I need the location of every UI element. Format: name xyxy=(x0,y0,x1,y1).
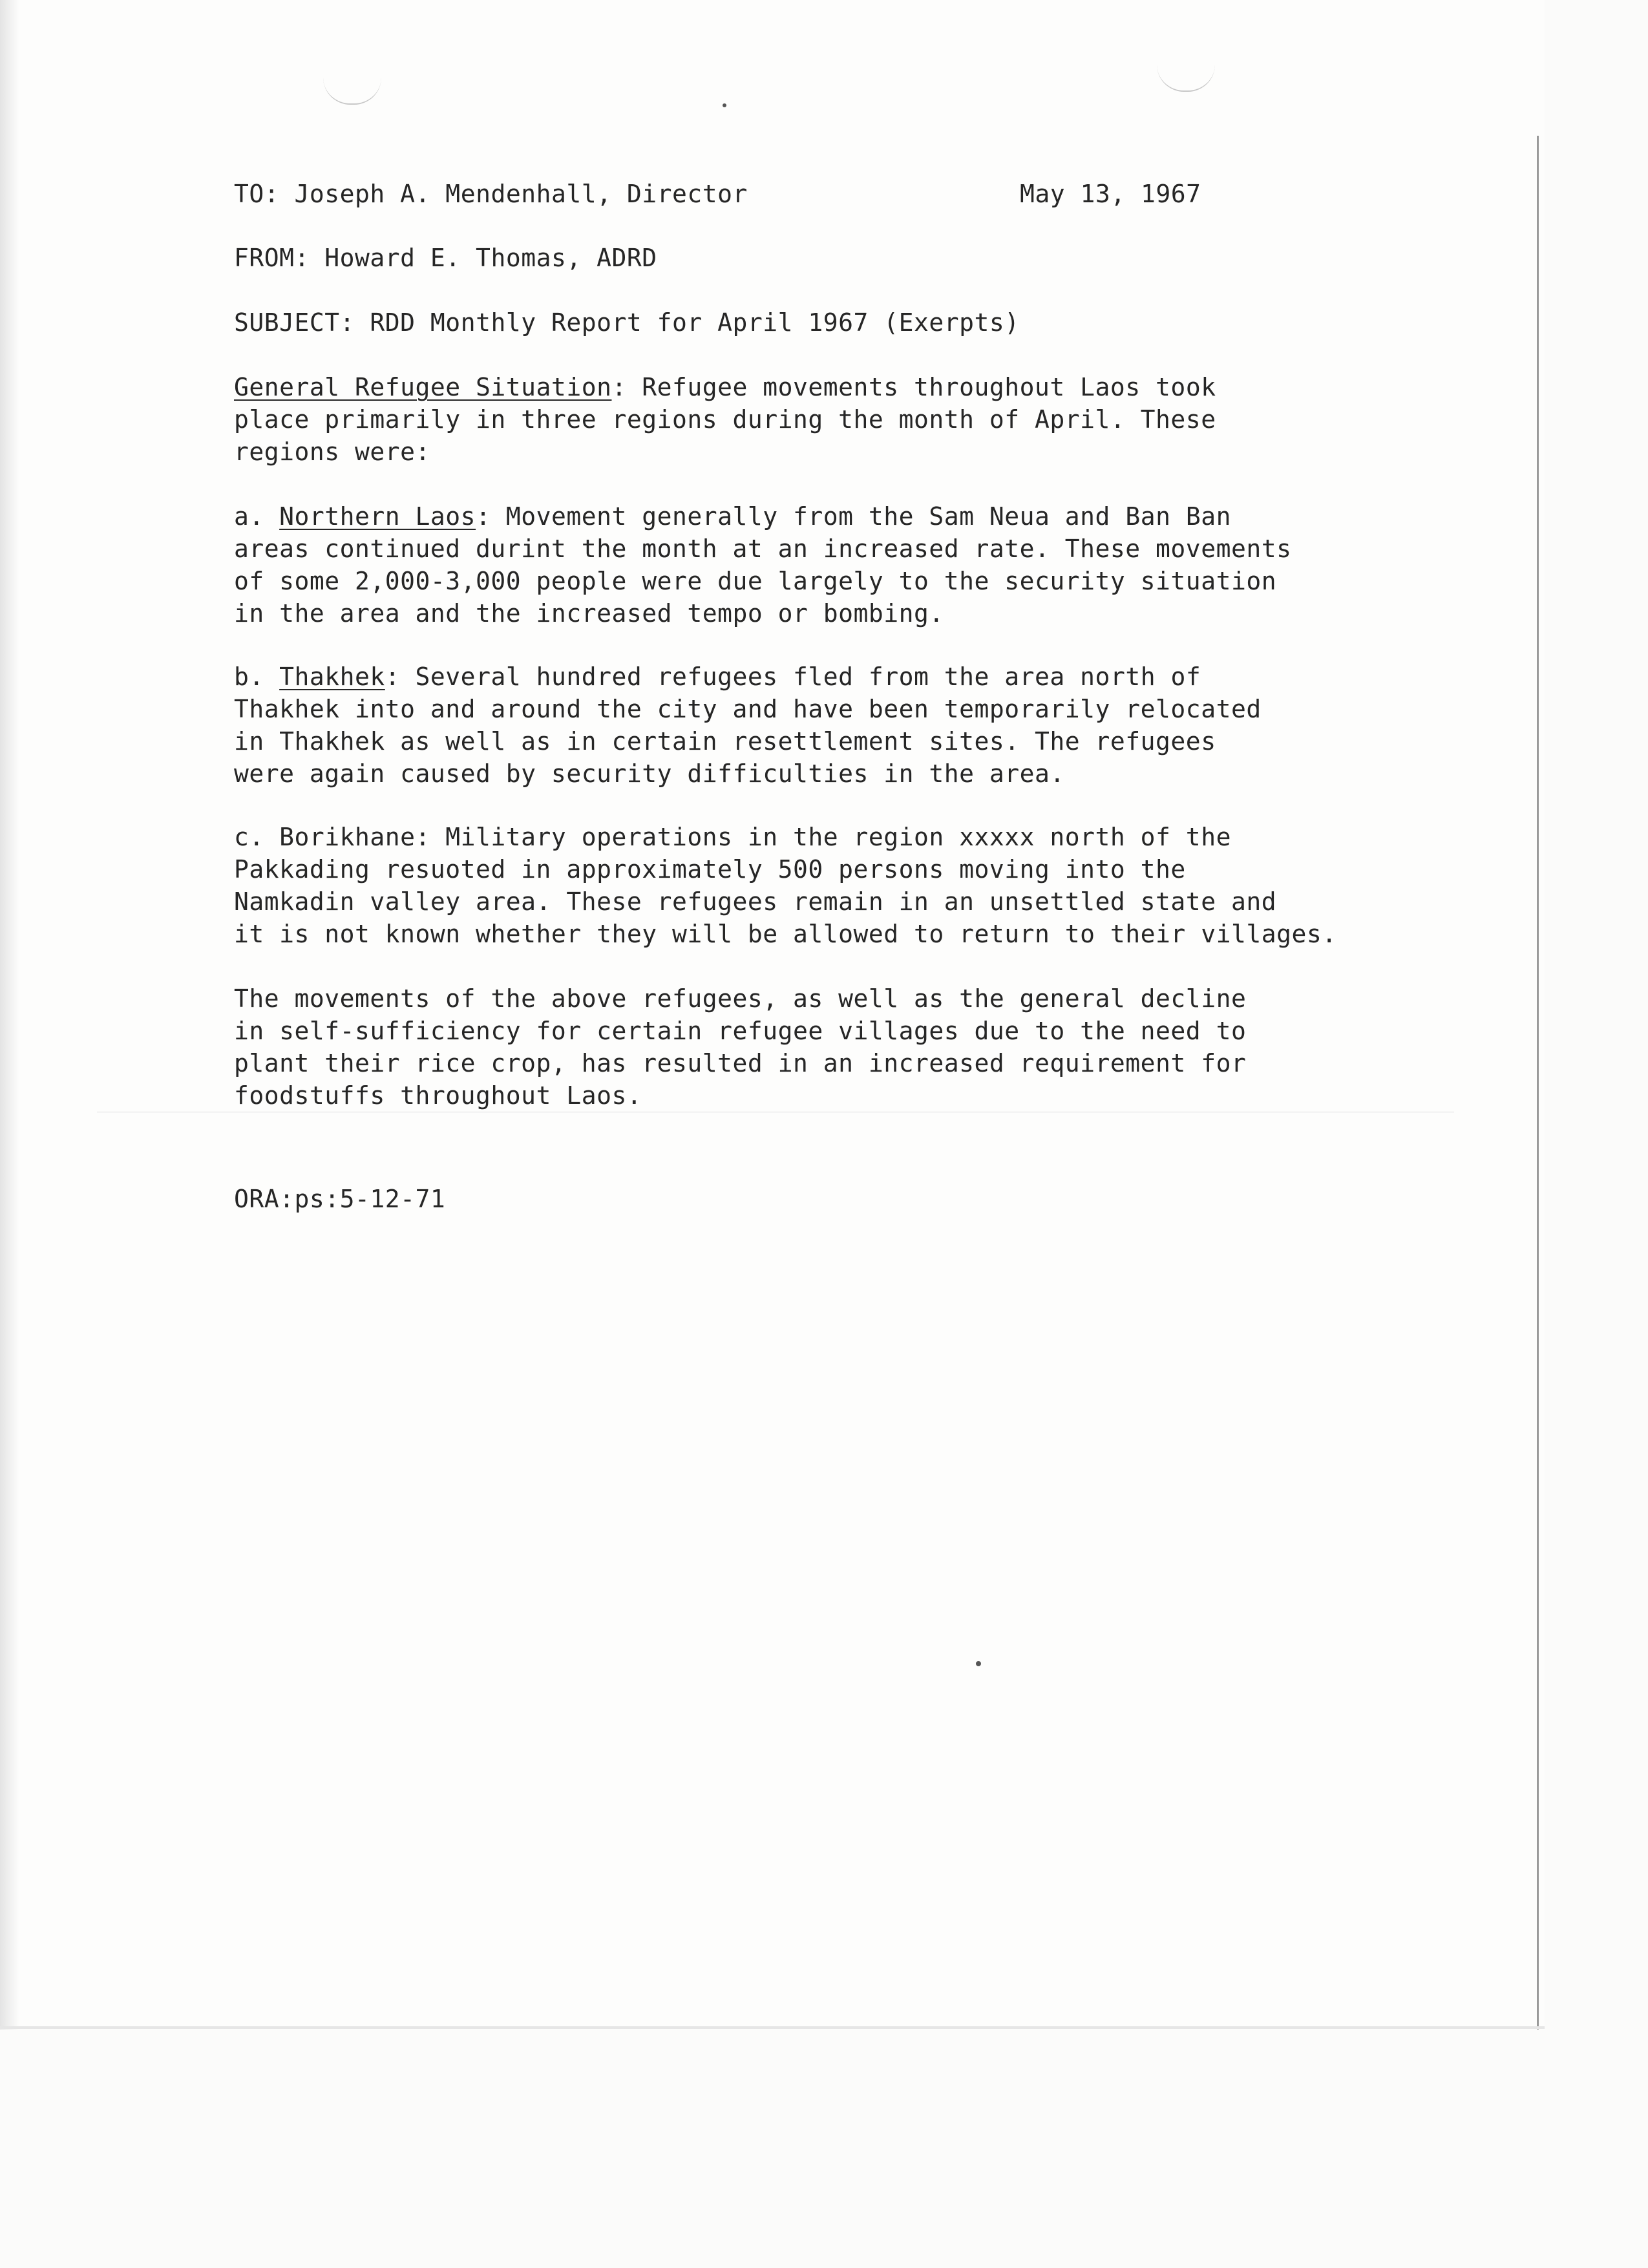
item-c-line-2: Pakkading resuoted in approximately 500 persons moving into the xyxy=(234,855,1186,884)
to-label: TO: xyxy=(234,180,280,208)
closing-line-1: The movements of the above refugees, as well as the general decline xyxy=(234,984,1247,1013)
scan-left-shadow xyxy=(0,0,19,2030)
item-b-line-1 xyxy=(234,661,1201,693)
item-a-line-3: of some 2,000-3,000 people were due largely to the security situation xyxy=(234,567,1277,595)
intro-line-2: place primarily in three regions during the month of April. These xyxy=(234,405,1216,434)
item-a-line-4: in the area and the increased tempo or bombing. xyxy=(234,599,944,628)
item-a-heading: Northern Laos xyxy=(279,502,476,531)
item-b-line-2: Thakhek into and around the city and have been temporarily relocated xyxy=(234,695,1262,723)
punch-hole-mark-left xyxy=(323,78,381,105)
closing-line-2: in self-sufficiency for certain refugee villages due to the need to xyxy=(234,1017,1247,1045)
item-b-line-1-text: : Several hundred refugees fled from the area north of xyxy=(385,662,1201,691)
to-line xyxy=(234,178,748,210)
from-value: Howard E. Thomas, ADRD xyxy=(324,244,657,272)
item-a-line-1 xyxy=(234,500,1231,533)
item-c-line-4: it is not known whether they will be allowed to return to their villages. xyxy=(234,920,1337,948)
from-label: FROM: xyxy=(234,244,310,272)
item-b-heading: Thakhek xyxy=(279,662,385,691)
subject-line xyxy=(234,306,1020,339)
item-c-line-1: c. Borikhane: Military operations in the region xxxxx north of the xyxy=(234,823,1231,851)
scan-speck xyxy=(723,103,726,107)
intro-line-1 xyxy=(234,371,1216,403)
scan-speck xyxy=(976,1661,981,1666)
reference-initials: ORA:ps:5-12-71 xyxy=(234,1185,446,1213)
intro-heading: General Refugee Situation xyxy=(234,373,612,401)
intro-line-1-text: : Refugee movements throughout Laos took xyxy=(611,373,1216,401)
item-b-line-4: were again caused by security difficulties in the area. xyxy=(234,759,1065,788)
item-a-line-2: areas continued durint the month at an increased rate. These movements xyxy=(234,535,1292,563)
punch-hole-mark-right xyxy=(1157,65,1215,92)
item-a-prefix: a. xyxy=(234,502,280,531)
intro-line-3: regions were: xyxy=(234,438,430,466)
item-c-line-3: Namkadin valley area. These refugees remain in an unsettled state and xyxy=(234,887,1277,916)
scan-bottom-edge xyxy=(0,2026,1545,2029)
subject-value: RDD Monthly Report for April 1967 (Exerpts) xyxy=(370,308,1020,337)
memo-date: May 13, 1967 xyxy=(1020,180,1201,208)
item-b-line-3: in Thakhek as well as in certain resettlement sites. The refugees xyxy=(234,727,1216,756)
closing-line-3: plant their rice crop, has resulted in an increased requirement for xyxy=(234,1049,1247,1077)
item-a-line-1-text: : Movement generally from the Sam Neua and Ban Ban xyxy=(476,502,1231,531)
subject-label: SUBJECT: xyxy=(234,308,355,337)
paper-right-edge xyxy=(1537,136,1539,2030)
from-line xyxy=(234,242,657,274)
item-b-prefix: b. xyxy=(234,662,280,691)
closing-line-4: foodstuffs throughout Laos. xyxy=(234,1081,642,1110)
to-value: Joseph A. Mendenhall, Director xyxy=(294,180,748,208)
